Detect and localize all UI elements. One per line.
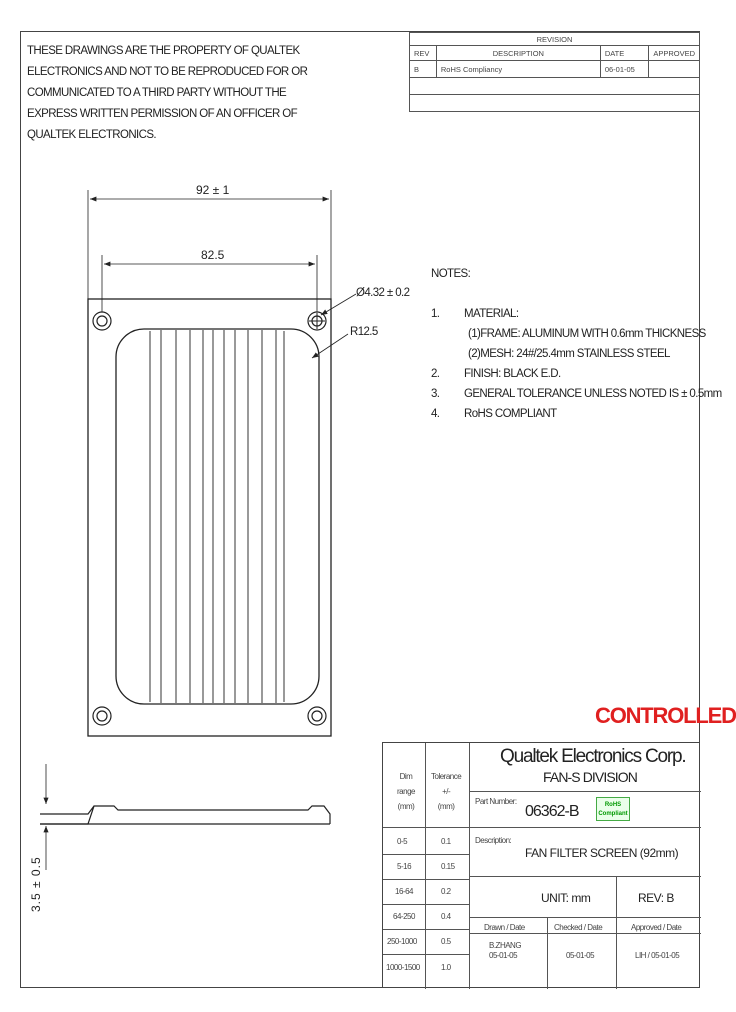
note-text: MATERIAL: xyxy=(464,308,519,320)
note-text: FINISH: BLACK E.D. xyxy=(464,368,561,380)
note-number: 4. xyxy=(431,408,440,420)
table-row: 0.4 xyxy=(441,912,451,921)
description-header: DESCRIPTION xyxy=(436,46,600,61)
drawn-label: Drawn / Date xyxy=(484,923,525,932)
table-row: 1000-1500 xyxy=(386,963,420,972)
note-number: 3. xyxy=(431,388,440,400)
description-cell: RoHS Compliancy xyxy=(436,61,600,78)
title-block xyxy=(382,742,700,988)
side-profile xyxy=(40,806,330,824)
corner-radius-dimension: R12.5 xyxy=(350,326,378,338)
approved-label: Approved / Date xyxy=(631,923,682,932)
rev-header: REV xyxy=(410,46,437,61)
date-header: DATE xyxy=(600,46,649,61)
frame-outline xyxy=(88,299,331,736)
note-text: GENERAL TOLERANCE UNLESS NOTED IS ± 0.5mm xyxy=(464,388,722,400)
notice-line: QUALTEK ELECTRONICS. xyxy=(27,129,157,141)
notes-heading: NOTES: xyxy=(431,268,471,280)
checked-value: 05-01-05 xyxy=(566,951,595,960)
table-row: 250-1000 xyxy=(387,937,417,946)
table-row: 0.15 xyxy=(441,862,455,871)
table-row: 0.5 xyxy=(441,937,451,946)
rohs-badge: RoHS Compliant xyxy=(596,797,630,821)
table-row: 64-250 xyxy=(393,912,415,921)
notice-line: COMMUNICATED TO A THIRD PARTY WITHOUT THE xyxy=(27,87,287,99)
thickness-dimension: 3.5 ± 0.5 xyxy=(29,856,43,912)
rev-cell: B xyxy=(410,61,437,78)
rev-label: REV: B xyxy=(638,891,674,905)
note-text: (2)MESH: 24#/25.4mm STAINLESS STEEL xyxy=(468,348,670,360)
note-text: RoHS COMPLIANT xyxy=(464,408,557,420)
overall-width-dimension: 92 ± 1 xyxy=(196,183,230,197)
note-number: 2. xyxy=(431,368,440,380)
drawn-value: B.ZHANG 05-01-05 xyxy=(489,941,522,960)
notice-line: THESE DRAWINGS ARE THE PROPERTY OF QUALTEK xyxy=(27,45,300,57)
part-number-label: Part Number: xyxy=(475,797,517,806)
approved-value: LIH / 05-01-05 xyxy=(635,951,680,960)
table-row: 0.2 xyxy=(441,887,451,896)
unit-label: UNIT: mm xyxy=(541,891,591,905)
note-text: (1)FRAME: ALUMINUM WITH 0.6mm THICKNESS xyxy=(468,328,706,340)
hole-spacing-dimension: 82.5 xyxy=(201,248,225,262)
table-row: 0.1 xyxy=(441,837,451,846)
revision-caption: REVISION xyxy=(410,33,700,46)
table-row: 1.0 xyxy=(441,963,451,972)
dim-range-header: Dim range (mm) xyxy=(397,772,415,811)
part-number: 06362-B xyxy=(525,803,579,820)
table-row: 5-16 xyxy=(397,862,412,871)
table-row: 0-5 xyxy=(397,837,408,846)
company-name: Qualtek Electronics Corp. xyxy=(500,746,686,767)
hole-diameter-dimension: Ø4.32 ± 0.2 xyxy=(356,287,410,299)
description-label: Description: xyxy=(475,836,512,845)
checked-label: Checked / Date xyxy=(554,923,603,932)
notice-line: ELECTRONICS AND NOT TO BE REPRODUCED FOR OR xyxy=(27,66,308,78)
table-row: 16-64 xyxy=(395,887,413,896)
notice-line: EXPRESS WRITTEN PERMISSION OF AN OFFICER OF xyxy=(27,108,298,120)
division-name: FAN-S DIVISION xyxy=(543,769,637,785)
approved-header: APPROVED xyxy=(649,46,700,61)
tolerance-header: Tolerance +/- (mm) xyxy=(431,772,462,811)
note-number: 1. xyxy=(431,308,440,320)
description-value: FAN FILTER SCREEN (92mm) xyxy=(525,846,679,860)
controlled-stamp: CONTROLLED xyxy=(595,703,736,728)
date-cell: 06-01-05 xyxy=(600,61,649,78)
